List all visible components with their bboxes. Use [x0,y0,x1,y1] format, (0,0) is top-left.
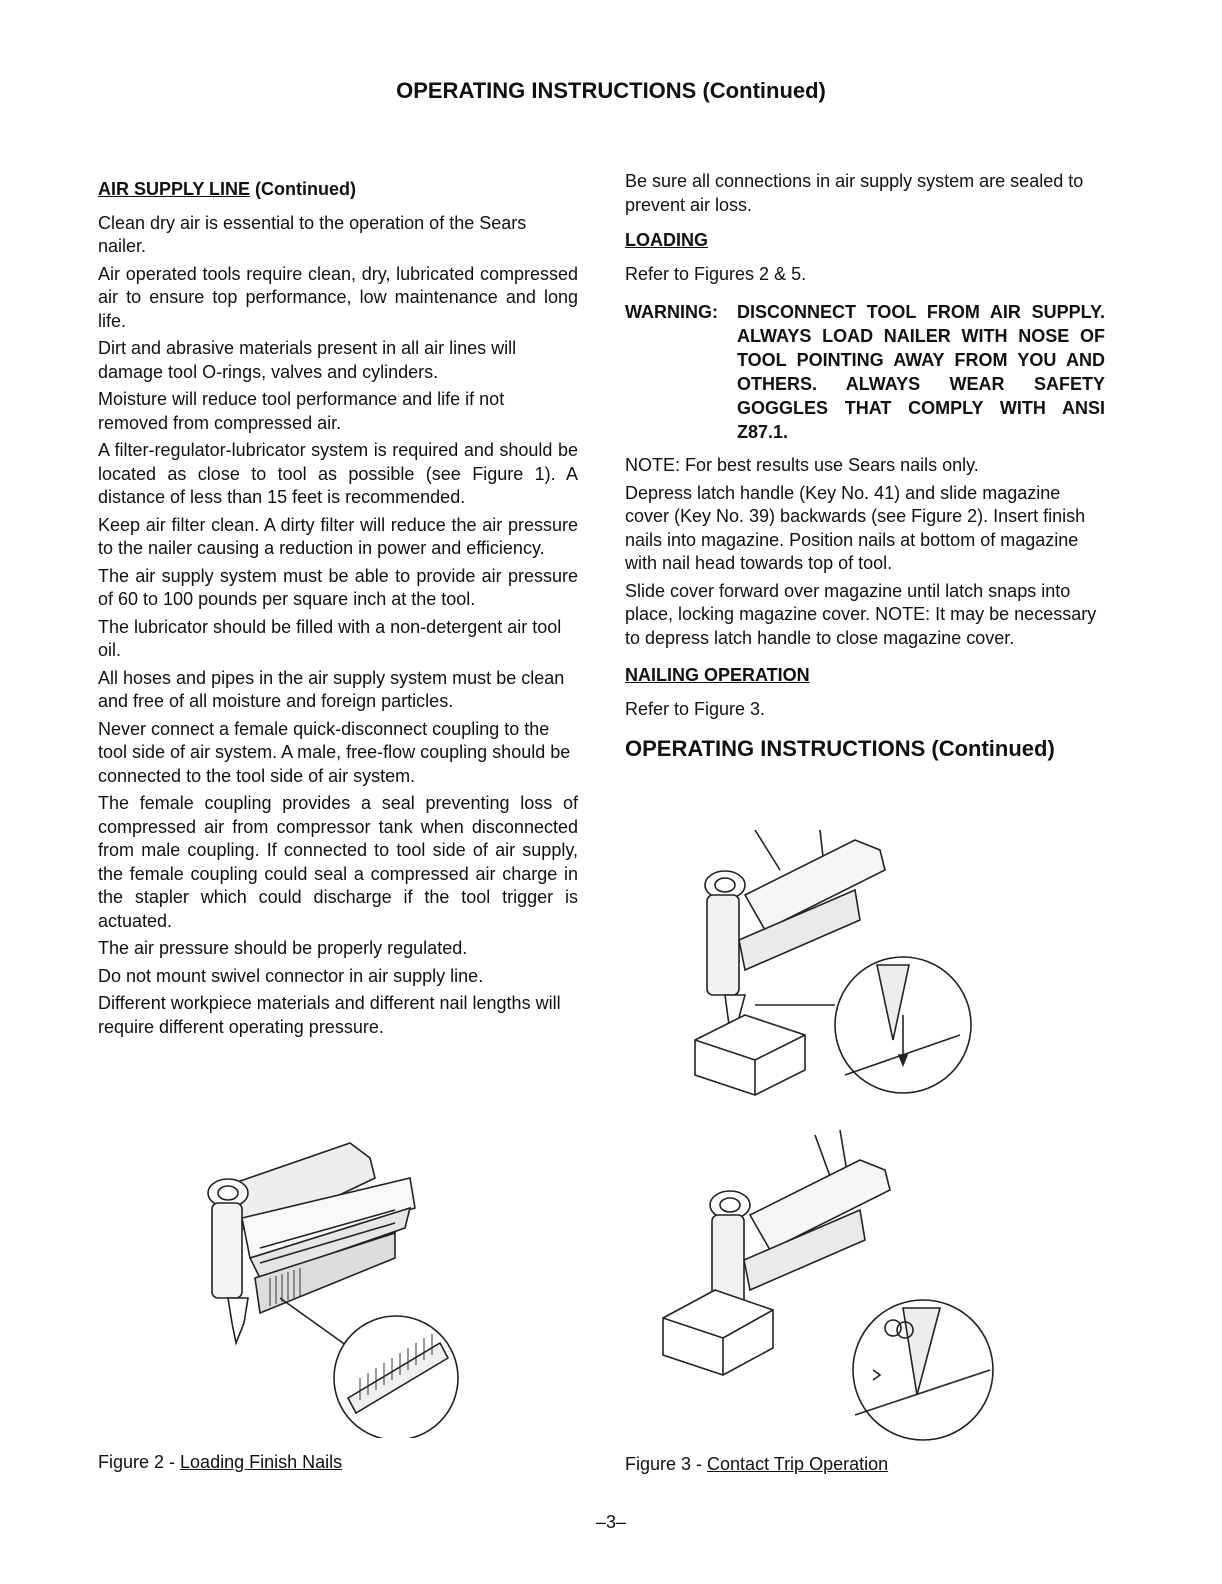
figure-3-caption-prefix: Figure 3 - [625,1454,708,1474]
paragraph: The lubricator should be filled with a non-detergent air tool oil. [98,616,562,660]
note: NOTE: For best results use Sears nails only. [625,455,979,475]
paragraph: All hoses and pipes in the air supply system must be clean and free of all moisture and foreign particles. [98,667,565,711]
paragraph: Different workpiece materials and different nail lengths will require different operating pressure. [98,993,561,1037]
figure-3-caption-title: Contact Trip Operation [707,1454,889,1474]
warning-text: DISCONNECT TOOL FROM AIR SUPPLY. ALWAYS LOAD NAILER WITH NOSE OF TOOL POINTING AWAY FROM YOU AND OTHERS. ALWAYS WEAR SAFETY GOGGLES THAT COMPLY WITH ANSI Z87.1. [737,302,1105,442]
left-column [98,178,578,1043]
paragraph: Depress latch handle (Key No. 41) and slide magazine cover (Key No. 39) backwards (see Figure 2). Insert finish nails into magazine. Position nails at bottom of magazine with nail head towards top of tool. [625,482,1086,573]
figure-2-caption-prefix: Figure 2 - [98,1452,181,1472]
page-number: –3– [595,1512,627,1532]
figure-2-caption [98,1452,342,1473]
air-supply-line-heading-underlined: AIR SUPPLY LINE [98,179,251,199]
figure-2-caption-title: Loading Finish Nails [180,1452,343,1472]
paragraph: Slide cover forward over magazine until latch snaps into place, locking magazine cover. NOTE: It may be necessary to depress latch handle to close magazine cover. [625,580,1097,648]
paragraph: Dirt and abrasive materials present in all air lines will damage tool O-rings, valves and cylinders. [98,338,517,382]
paragraph: The air pressure should be properly regulated. [98,938,468,958]
sub-title: OPERATING INSTRUCTIONS (Continued) [625,736,1055,761]
paragraph: The air supply system must be able to provide air pressure of 60 to 100 pounds per square inch at the tool. [98,565,578,609]
loading-ref: Refer to Figures 2 & 5. [625,263,807,284]
paragraph: Moisture will reduce tool performance and life if not removed from compressed air. [98,389,505,433]
page-title: OPERATING INSTRUCTIONS (Continued) [396,78,826,103]
nailing-operation-heading: NAILING OPERATION [625,665,810,685]
air-supply-line-heading-suffix: (Continued) [250,179,357,199]
paragraph: Clean dry air is essential to the operation of the Sears nailer. [98,212,527,256]
figure-3-caption [625,1454,888,1475]
warning-label: WARNING: [625,302,718,322]
paragraph: Keep air filter clean. A dirty filter will reduce the air pressure to the nailer causing a reduction in power and efficiency. [98,514,578,558]
intro-paragraph: Be sure all connections in air supply system are sealed to prevent air loss. [625,171,1084,215]
figure-3-illustration [655,830,1005,1450]
right-column [625,170,1105,761]
paragraph: Air operated tools require clean, dry, lubricated compressed air to ensure top performance, low maintenance and long life. [98,263,578,331]
figure-2-illustration [200,1138,460,1438]
paragraph: A filter-regulator-lubricator system is required and should be located as close to tool as possible (see Figure 1). A distance of less than 15 feet is recommended. [98,440,578,507]
paragraph: Do not mount swivel connector in air supply line. [98,965,484,986]
paragraph: Never connect a female quick-disconnect coupling to the tool side of air system. A male, free-flow coupling should be connected to the tool side of air system. [98,718,571,786]
nailing-ref: Refer to Figure 3. [625,698,766,719]
loading-heading: LOADING [625,230,708,250]
air-supply-line-heading [98,178,578,202]
paragraph: The female coupling provides a seal preventing loss of compressed air from compressor tank when disconnected from male coupling. If connected to tool side of air supply, the female coupling could seal a compressed air charge in the stapler which could discharge if the tool trigger is actuated. [98,793,578,931]
warning-block [625,300,1105,444]
